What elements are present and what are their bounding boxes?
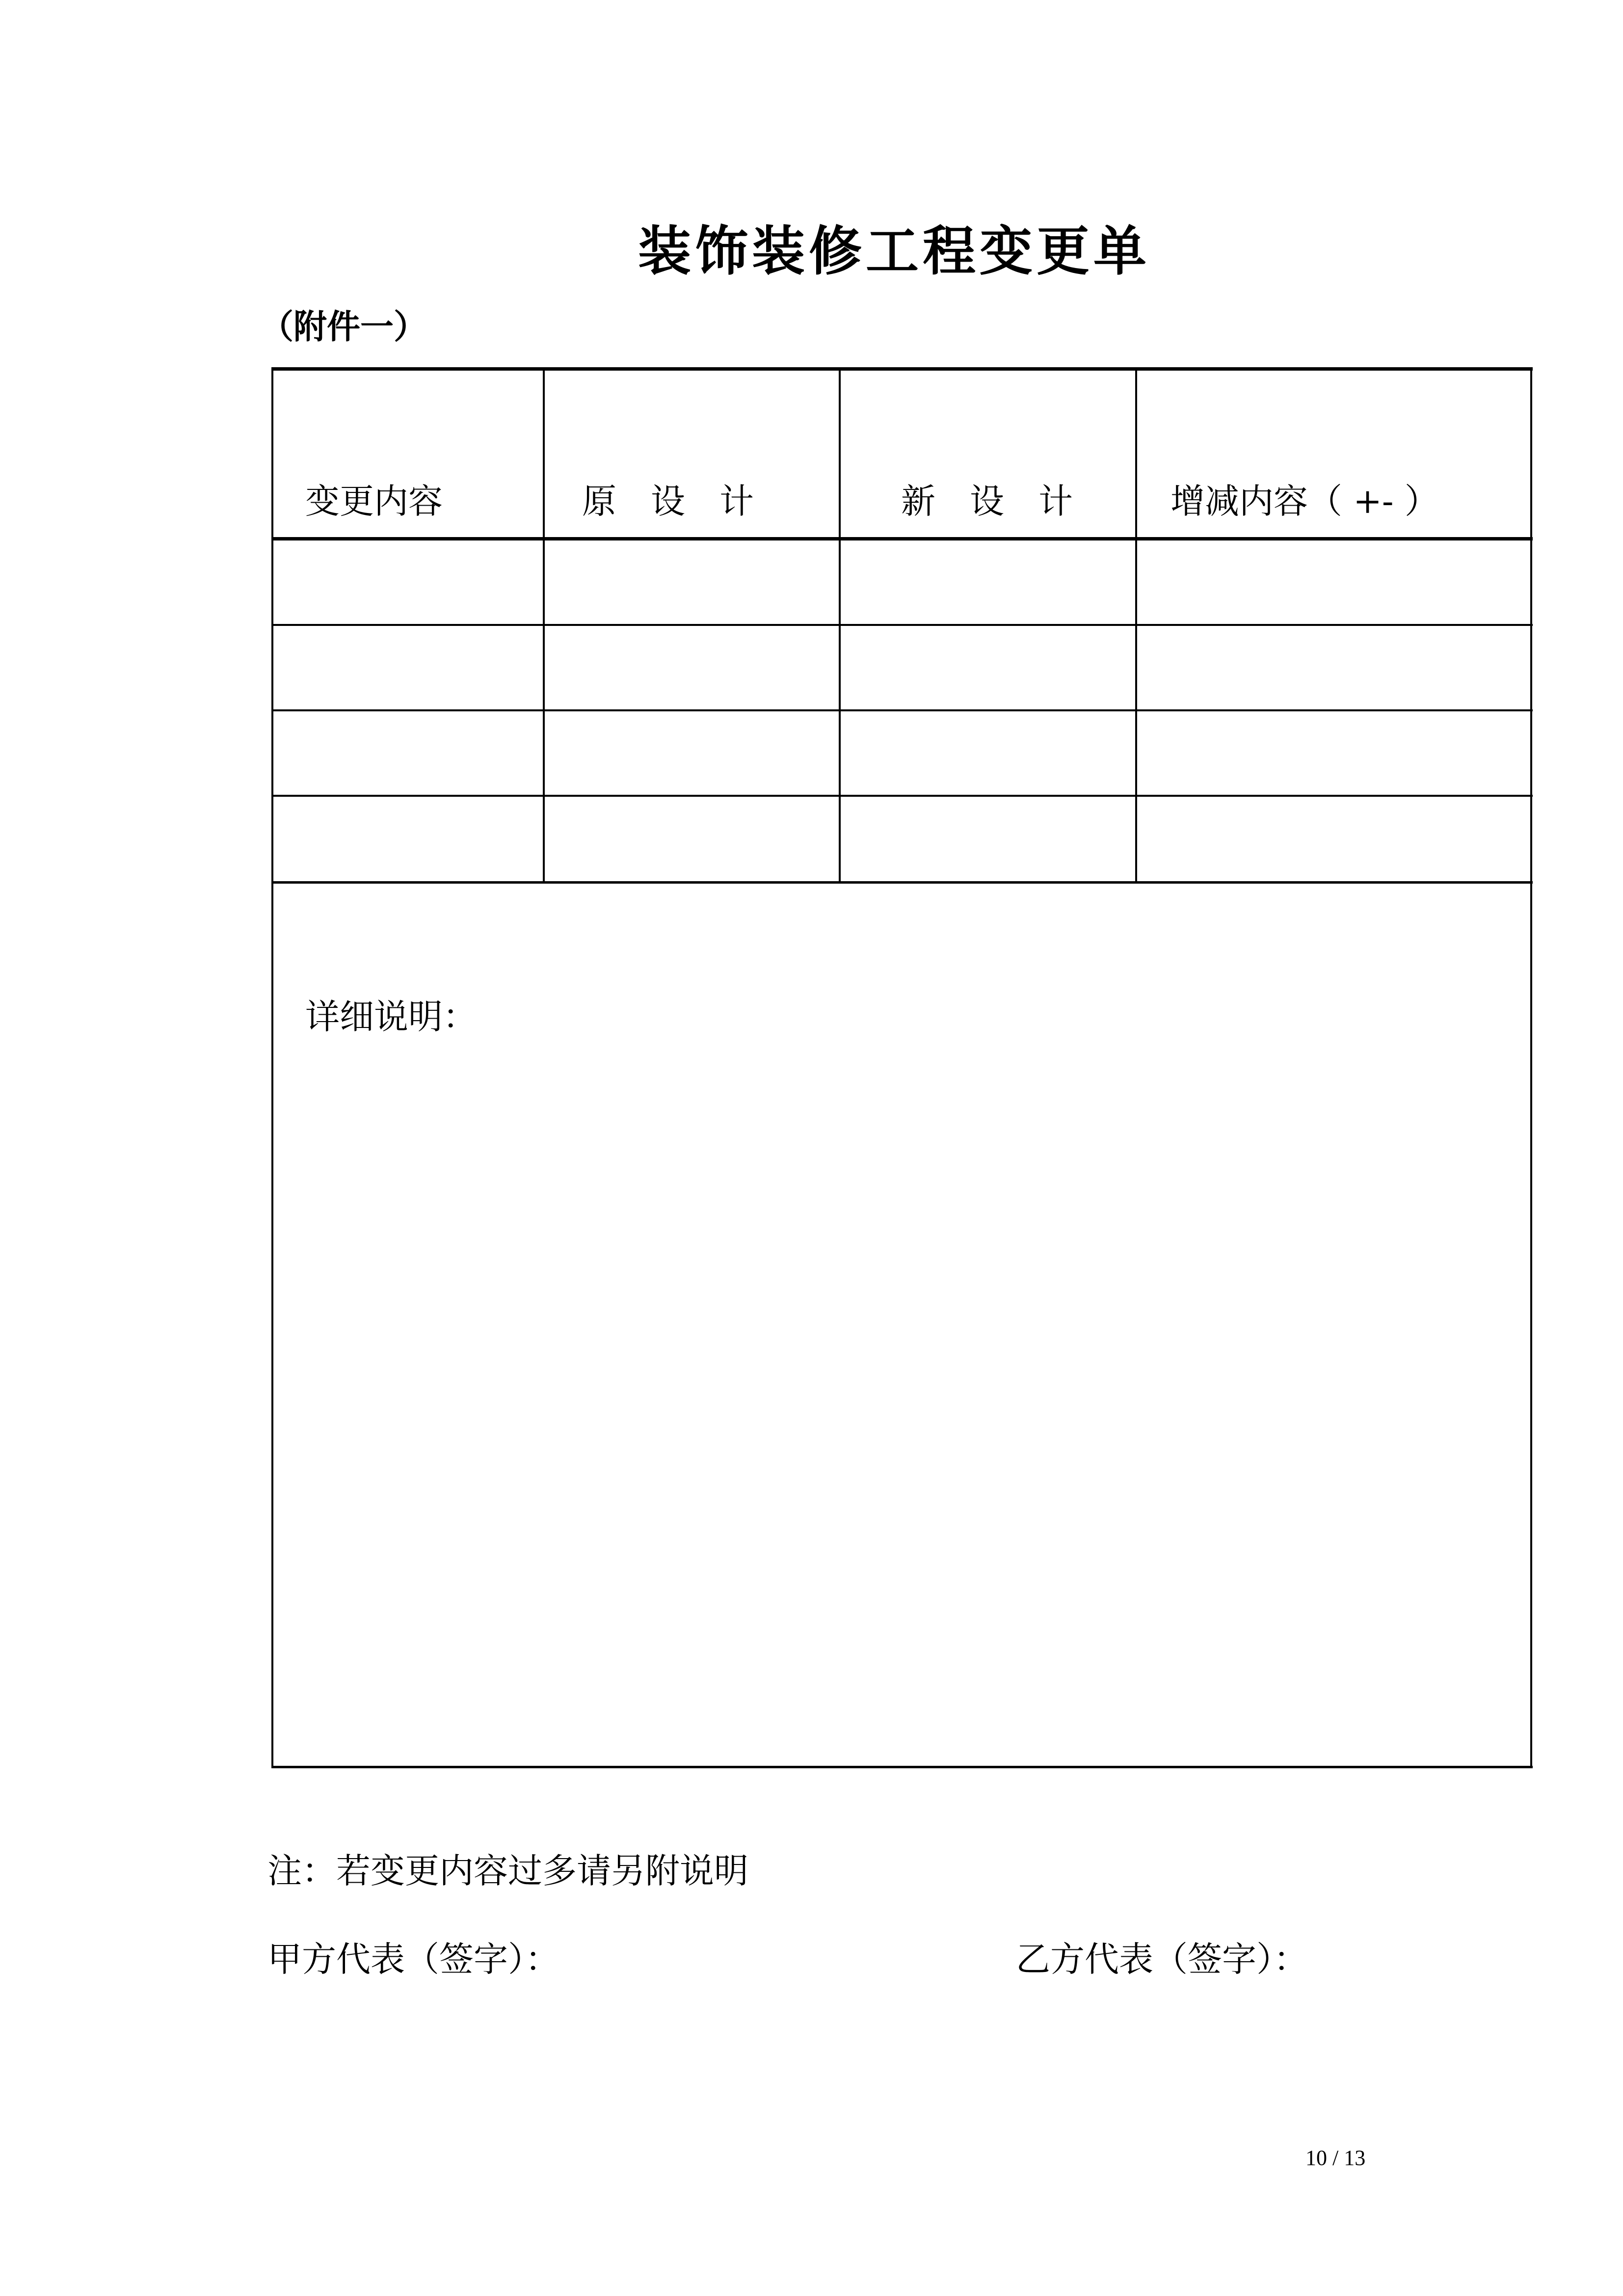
- row-divider: [271, 709, 1533, 711]
- page-number: 10 / 13: [1305, 2146, 1366, 2170]
- attachment-label: （附件一）: [260, 307, 427, 347]
- row-divider: [271, 795, 1533, 797]
- column-divider: [1135, 367, 1137, 883]
- document-title: 装饰装修工程变更单: [638, 220, 1151, 282]
- column-divider: [839, 367, 841, 883]
- party-b-signature-label: 乙方代表（签字）：: [1016, 1939, 1308, 1979]
- table-border-right: [1530, 367, 1532, 1768]
- header-divider: [271, 537, 1533, 540]
- header-new-design: 新 设 计: [901, 481, 1073, 521]
- table-border-bottom: [271, 1766, 1533, 1768]
- header-original-design: 原 设 计: [582, 481, 754, 521]
- column-divider: [543, 367, 545, 883]
- header-change-content: 变更内容: [305, 481, 443, 521]
- note-text: 注：若变更内容过多请另附说明: [267, 1851, 748, 1891]
- party-a-signature-label: 甲方代表（签字）：: [267, 1939, 559, 1979]
- header-increase-decrease: 增减内容（ +- ）: [1171, 481, 1439, 521]
- table-border-top: [271, 367, 1533, 371]
- table-border-left: [271, 367, 273, 1768]
- row-divider: [271, 624, 1533, 626]
- details-label: 详细说明：: [305, 997, 477, 1037]
- row-divider: [271, 881, 1533, 884]
